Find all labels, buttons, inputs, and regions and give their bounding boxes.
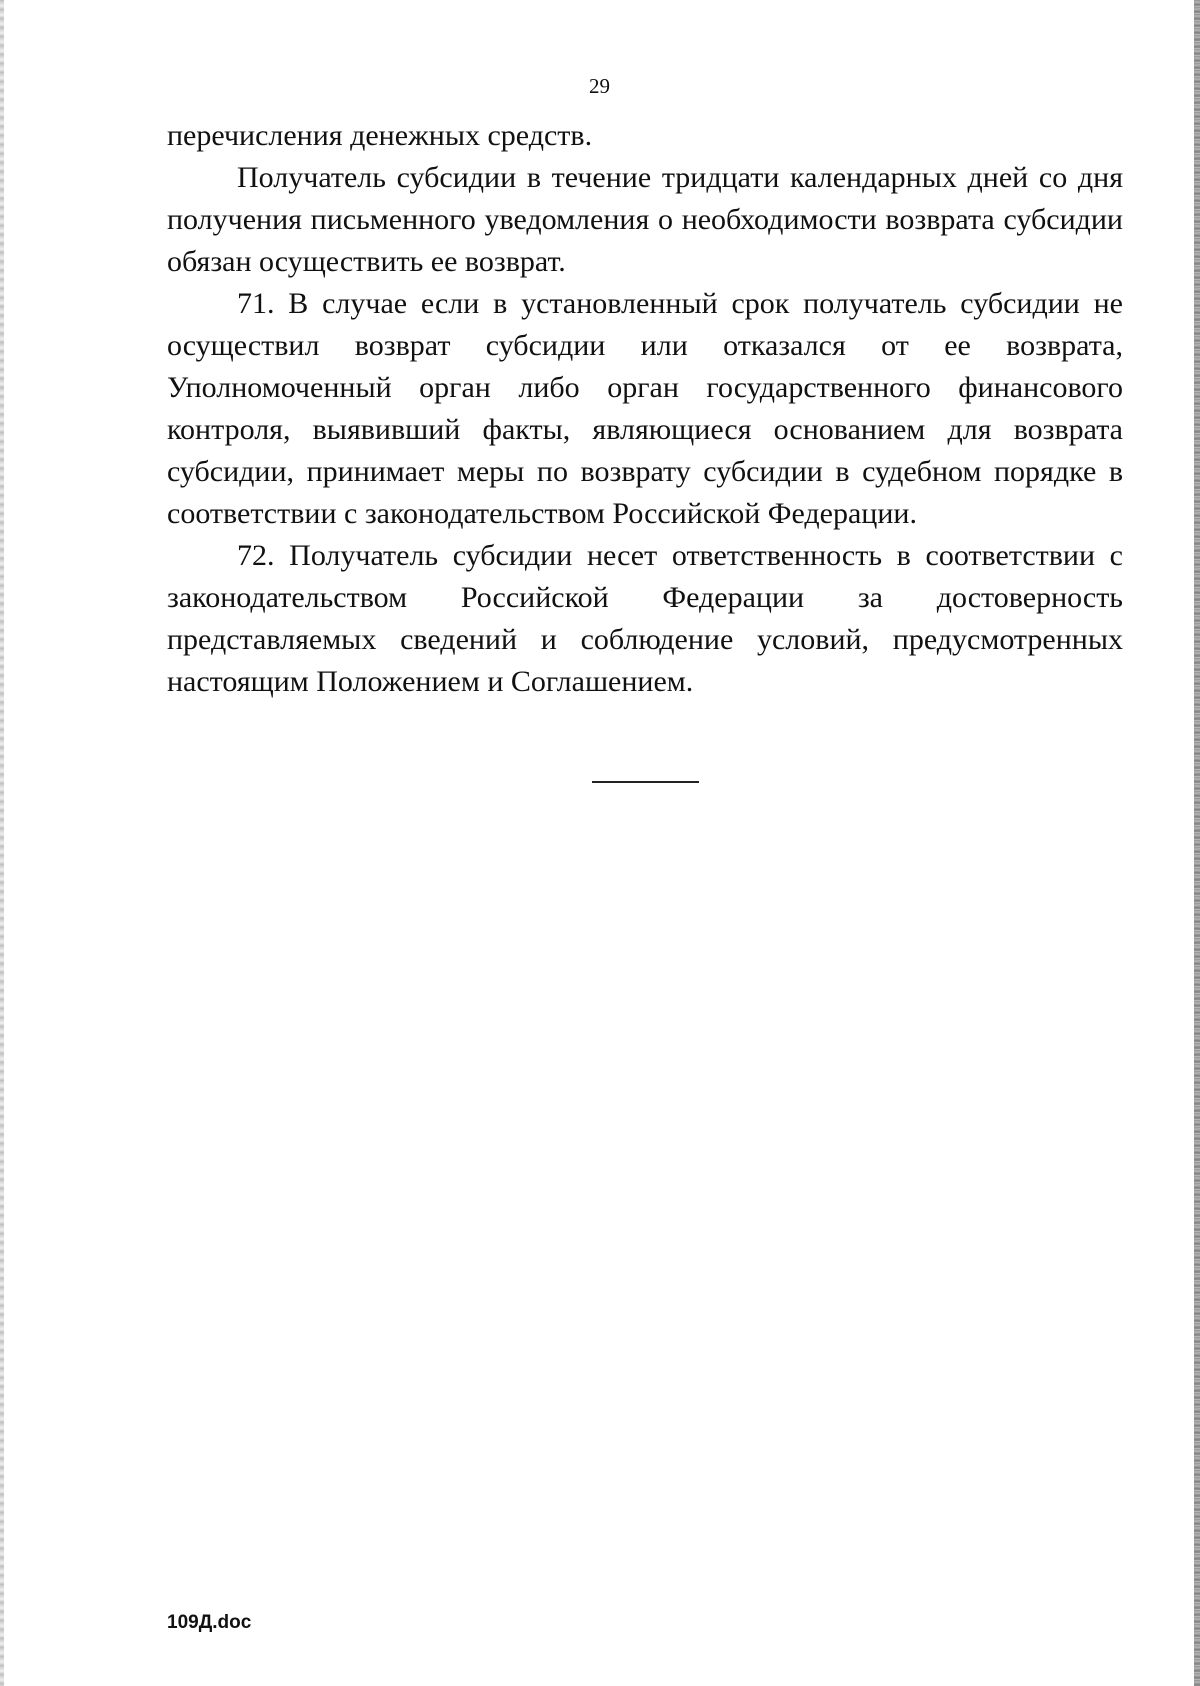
scan-edge-right — [1194, 0, 1200, 1686]
end-of-text-rule — [592, 781, 699, 783]
page-number: 29 — [589, 74, 610, 98]
paragraph-refund-deadline: Получатель субсидии в течение тридцати календарных дней со дня получения письменного уведомления о необходимости возврата субсидии обязан осуществить ее возврат. — [167, 161, 1123, 278]
file-reference: 109Д.doc — [167, 1612, 252, 1633]
scan-edge-left — [0, 0, 4, 1686]
paragraph-72: 72. Получатель субсидии несет ответственность в соответствии с законодательством Российской Федерации за достоверность представляемых сведений и соблюдение условий, предусмотренных настоящим Положением и Соглашением. — [167, 539, 1123, 698]
document-body — [167, 115, 1123, 703]
paragraph-continuation: перечисления денежных средств. — [167, 119, 593, 152]
paragraph-71: 71. В случае если в установленный срок получатель субсидии не осуществил возврат субсидии или отказался от ее возврата, Уполномоченный орган либо орган государственного финансового контроля, выявивший факты, являющиеся основанием для возврата субсидии, принимает меры по возврату субсидии в судебном порядке в соответствии с законодательством Российской Федерации. — [167, 287, 1123, 530]
